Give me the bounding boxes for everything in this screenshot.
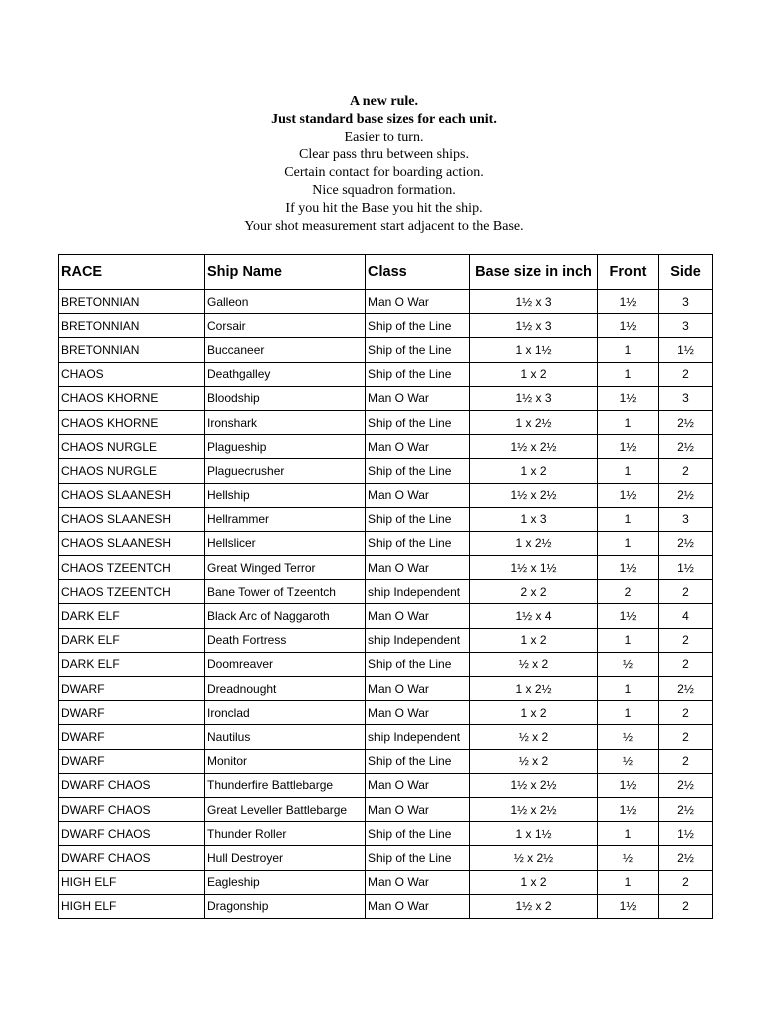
class-cell: Man O War [366, 894, 470, 918]
front-cell: ½ [598, 725, 659, 749]
table-body [59, 290, 713, 919]
class-cell: Man O War [366, 556, 470, 580]
race-cell: DWARF CHAOS [59, 773, 205, 797]
class-cell: Man O War [366, 483, 470, 507]
base-size-cell: 1 x 2 [470, 362, 598, 386]
table-row [59, 677, 713, 701]
table-row [59, 338, 713, 362]
side-cell: 2 [659, 725, 713, 749]
ship-name-cell: Eagleship [205, 870, 366, 894]
front-cell: 1½ [598, 483, 659, 507]
table-row [59, 531, 713, 555]
base-size-cell: 1 x 1½ [470, 338, 598, 362]
base-size-cell: 1 x 1½ [470, 822, 598, 846]
base-size-cell: 1 x 2½ [470, 677, 598, 701]
ship-name-cell: Galleon [205, 290, 366, 314]
ship-name-cell: Death Fortress [205, 628, 366, 652]
intro-line: Nice squadron formation. [312, 182, 456, 198]
side-cell: 2 [659, 362, 713, 386]
ship-name-cell: Dreadnought [205, 677, 366, 701]
race-cell: DWARF [59, 701, 205, 725]
class-cell: Ship of the Line [366, 507, 470, 531]
class-cell: Man O War [366, 797, 470, 821]
race-cell: DARK ELF [59, 604, 205, 628]
side-cell: 3 [659, 386, 713, 410]
front-cell: 1 [598, 677, 659, 701]
base-size-cell: ½ x 2 [470, 749, 598, 773]
side-cell: 2 [659, 701, 713, 725]
ship-name-cell: Monitor [205, 749, 366, 773]
side-cell: 2½ [659, 410, 713, 434]
table-row [59, 628, 713, 652]
intro-subtitle: Just standard base sizes for each unit. [271, 111, 497, 127]
ship-name-cell: Dragonship [205, 894, 366, 918]
ship-name-cell: Great Winged Terror [205, 556, 366, 580]
front-cell: 1½ [598, 894, 659, 918]
table-row [59, 435, 713, 459]
ship-name-cell: Corsair [205, 314, 366, 338]
side-cell: 3 [659, 290, 713, 314]
side-cell: 2 [659, 870, 713, 894]
side-cell: 2½ [659, 797, 713, 821]
race-cell: HIGH ELF [59, 870, 205, 894]
front-cell: ½ [598, 749, 659, 773]
table-row [59, 580, 713, 604]
front-cell: 2 [598, 580, 659, 604]
side-cell: 2½ [659, 773, 713, 797]
front-cell: 1 [598, 628, 659, 652]
table-row [59, 701, 713, 725]
table-row [59, 725, 713, 749]
class-cell: Ship of the Line [366, 531, 470, 555]
header-ship-name: Ship Name [205, 255, 366, 290]
class-cell: ship Independent [366, 725, 470, 749]
table-row [59, 459, 713, 483]
table-row [59, 652, 713, 676]
class-cell: Ship of the Line [366, 459, 470, 483]
class-cell: Man O War [366, 386, 470, 410]
race-cell: CHAOS TZEENTCH [59, 556, 205, 580]
table-row [59, 773, 713, 797]
race-cell: DWARF CHAOS [59, 822, 205, 846]
base-size-cell: 1 x 2 [470, 628, 598, 652]
table-row [59, 362, 713, 386]
side-cell: 2 [659, 580, 713, 604]
header-race: RACE [59, 255, 205, 290]
table-row [59, 507, 713, 531]
base-size-cell: 1½ x 2½ [470, 435, 598, 459]
ship-name-cell: Hellship [205, 483, 366, 507]
ship-name-cell: Plaguecrusher [205, 459, 366, 483]
intro-title: A new rule. [349, 94, 419, 109]
table-row [59, 290, 713, 314]
intro-line: Clear pass thru between ships. [299, 147, 469, 163]
side-cell: 2½ [659, 435, 713, 459]
class-cell: Ship of the Line [366, 822, 470, 846]
base-size-cell: 1½ x 2 [470, 894, 598, 918]
race-cell: CHAOS SLAANESH [59, 507, 205, 531]
class-cell: Man O War [366, 677, 470, 701]
base-size-cell: 1½ x 3 [470, 386, 598, 410]
front-cell: ½ [598, 846, 659, 870]
table-row [59, 410, 713, 434]
class-cell: Ship of the Line [366, 314, 470, 338]
table-row [59, 797, 713, 821]
class-cell: Ship of the Line [366, 410, 470, 434]
base-size-cell: 1 x 2 [470, 701, 598, 725]
table-row [59, 870, 713, 894]
class-cell: Ship of the Line [366, 362, 470, 386]
base-size-cell: 1½ x 4 [470, 604, 598, 628]
front-cell: 1½ [598, 314, 659, 338]
header-base-size: Base size in inch [470, 255, 598, 290]
header-front: Front [598, 255, 659, 290]
front-cell: 1½ [598, 797, 659, 821]
base-size-cell: 2 x 2 [470, 580, 598, 604]
class-cell: Man O War [366, 773, 470, 797]
base-size-cell: 1½ x 2½ [470, 773, 598, 797]
base-size-cell: 1 x 2 [470, 870, 598, 894]
side-cell: 3 [659, 507, 713, 531]
side-cell: 2 [659, 652, 713, 676]
ship-name-cell: Plagueship [205, 435, 366, 459]
intro-line: Your shot measurement start adjacent to the Base. [244, 218, 524, 234]
base-size-cell: 1 x 2 [470, 459, 598, 483]
base-size-cell: 1 x 3 [470, 507, 598, 531]
ship-base-table [58, 254, 713, 919]
class-cell: Ship of the Line [366, 749, 470, 773]
class-cell: Ship of the Line [366, 652, 470, 676]
class-cell: ship Independent [366, 580, 470, 604]
table-header-row [59, 255, 713, 290]
table-row [59, 483, 713, 507]
base-size-cell: 1½ x 3 [470, 314, 598, 338]
side-cell: 2½ [659, 677, 713, 701]
front-cell: 1½ [598, 556, 659, 580]
class-cell: ship Independent [366, 628, 470, 652]
race-cell: DARK ELF [59, 628, 205, 652]
front-cell: 1 [598, 531, 659, 555]
ship-name-cell: Doomreaver [205, 652, 366, 676]
base-size-cell: 1½ x 2½ [470, 483, 598, 507]
race-cell: CHAOS NURGLE [59, 435, 205, 459]
intro-line: Certain contact for boarding action. [284, 165, 484, 181]
ship-name-cell: Hull Destroyer [205, 846, 366, 870]
base-size-cell: 1 x 2½ [470, 410, 598, 434]
class-cell: Ship of the Line [366, 846, 470, 870]
race-cell: DWARF [59, 725, 205, 749]
side-cell: 1½ [659, 822, 713, 846]
front-cell: 1 [598, 870, 659, 894]
race-cell: CHAOS KHORNE [59, 410, 205, 434]
race-cell: DWARF [59, 677, 205, 701]
race-cell: DARK ELF [59, 652, 205, 676]
front-cell: 1½ [598, 604, 659, 628]
table-row [59, 822, 713, 846]
front-cell: 1 [598, 822, 659, 846]
side-cell: 2 [659, 749, 713, 773]
race-cell: CHAOS TZEENTCH [59, 580, 205, 604]
base-size-cell: 1½ x 1½ [470, 556, 598, 580]
ship-name-cell: Ironclad [205, 701, 366, 725]
ship-name-cell: Thunder Roller [205, 822, 366, 846]
ship-name-cell: Ironshark [205, 410, 366, 434]
race-cell: DWARF CHAOS [59, 846, 205, 870]
race-cell: HIGH ELF [59, 894, 205, 918]
front-cell: 1 [598, 507, 659, 531]
base-size-cell: 1½ x 3 [470, 290, 598, 314]
ship-name-cell: Great Leveller Battlebarge [205, 797, 366, 821]
side-cell: 4 [659, 604, 713, 628]
table-row [59, 386, 713, 410]
race-cell: CHAOS KHORNE [59, 386, 205, 410]
front-cell: 1 [598, 701, 659, 725]
race-cell: DWARF [59, 749, 205, 773]
intro-text [0, 93, 768, 235]
ship-name-cell: Deathgalley [205, 362, 366, 386]
table-row [59, 749, 713, 773]
header-class: Class [366, 255, 470, 290]
race-cell: CHAOS [59, 362, 205, 386]
side-cell: 1½ [659, 556, 713, 580]
side-cell: 2 [659, 628, 713, 652]
race-cell: CHAOS NURGLE [59, 459, 205, 483]
front-cell: ½ [598, 652, 659, 676]
table-row [59, 846, 713, 870]
ship-name-cell: Thunderfire Battlebarge [205, 773, 366, 797]
base-size-cell: ½ x 2 [470, 652, 598, 676]
side-cell: 1½ [659, 338, 713, 362]
base-size-cell: ½ x 2 [470, 725, 598, 749]
front-cell: 1½ [598, 773, 659, 797]
ship-name-cell: Bloodship [205, 386, 366, 410]
side-cell: 2½ [659, 531, 713, 555]
table-row [59, 556, 713, 580]
race-cell: CHAOS SLAANESH [59, 531, 205, 555]
race-cell: CHAOS SLAANESH [59, 483, 205, 507]
class-cell: Man O War [366, 604, 470, 628]
ship-name-cell: Nautilus [205, 725, 366, 749]
race-cell: DWARF CHAOS [59, 797, 205, 821]
class-cell: Man O War [366, 701, 470, 725]
intro-line: If you hit the Base you hit the ship. [285, 200, 483, 216]
base-size-cell: 1½ x 2½ [470, 797, 598, 821]
intro-line: Easier to turn. [344, 129, 424, 145]
front-cell: 1½ [598, 435, 659, 459]
base-size-cell: ½ x 2½ [470, 846, 598, 870]
class-cell: Man O War [366, 435, 470, 459]
front-cell: 1½ [598, 386, 659, 410]
table-row [59, 314, 713, 338]
front-cell: 1½ [598, 290, 659, 314]
ship-name-cell: Hellslicer [205, 531, 366, 555]
base-size-cell: 1 x 2½ [470, 531, 598, 555]
side-cell: 2 [659, 459, 713, 483]
side-cell: 3 [659, 314, 713, 338]
race-cell: BRETONNIAN [59, 314, 205, 338]
ship-name-cell: Black Arc of Naggaroth [205, 604, 366, 628]
race-cell: BRETONNIAN [59, 290, 205, 314]
header-side: Side [659, 255, 713, 290]
front-cell: 1 [598, 338, 659, 362]
side-cell: 2½ [659, 846, 713, 870]
front-cell: 1 [598, 410, 659, 434]
race-cell: BRETONNIAN [59, 338, 205, 362]
side-cell: 2 [659, 894, 713, 918]
table-row [59, 894, 713, 918]
front-cell: 1 [598, 459, 659, 483]
class-cell: Man O War [366, 870, 470, 894]
class-cell: Man O War [366, 290, 470, 314]
ship-name-cell: Bane Tower of Tzeentch [205, 580, 366, 604]
front-cell: 1 [598, 362, 659, 386]
ship-name-cell: Hellrammer [205, 507, 366, 531]
table-row [59, 604, 713, 628]
ship-name-cell: Buccaneer [205, 338, 366, 362]
side-cell: 2½ [659, 483, 713, 507]
class-cell: Ship of the Line [366, 338, 470, 362]
